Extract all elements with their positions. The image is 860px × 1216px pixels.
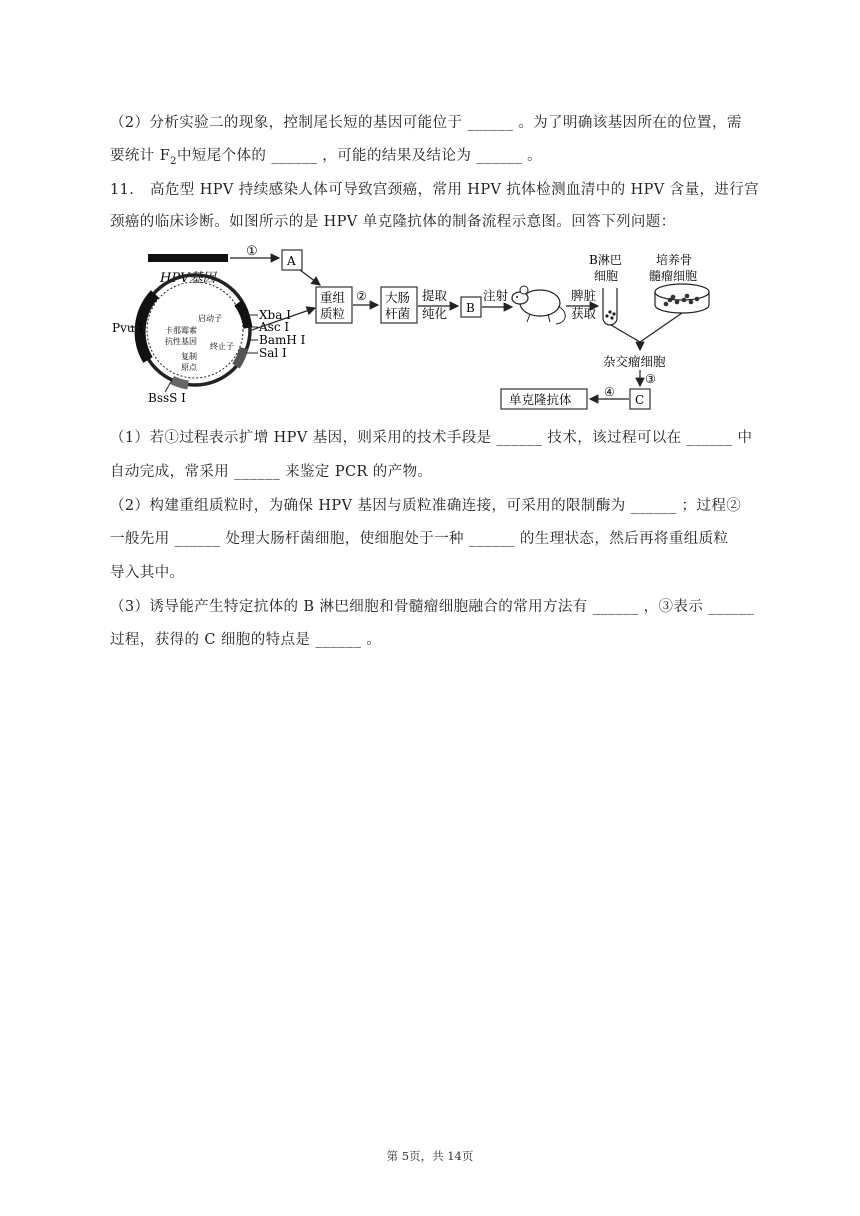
origin-segment [172,380,188,385]
bcell-label-1: B淋巴 [589,253,622,267]
q11-part1-line2: 自动完成，常采用 ______ 来鉴定 PCR 的产物。 [110,464,433,480]
origin-label-2: 原点 [181,363,197,372]
q11-part2-line2: 一般先用 ______ 处理大肠杆菌细胞，使细胞处于一种 ______ 的生理状态，然后再将重组质粒 [110,531,729,547]
q11-part2-line1: （2）构建重组质粒时，为确保 HPV 基因与质粒准确连接，可采用的限制酶为 ______ ；过程② [110,498,742,514]
step1-label: ① [246,244,258,259]
q10-part2-line2-b: 中短尾个体的 ______ ，可能的结果及结论为 ______ 。 [176,148,543,164]
q11-stem-text1: 高危型 HPV 持续感染人体可导致宫颈癌，常用 HPV 抗体检测血清中的 HPV 含量，进行宫 [150,182,760,198]
inject-label: 注射 [483,288,509,303]
q11-part1-line1: （1）若①过程表示扩增 HPV 基因，则采用的技术手段是 ______ 技术，该过程可以在 ______ 中 [110,430,753,446]
ecoli-label-1: 大肠 [385,290,411,305]
extract-label-1: 提取 [422,288,448,303]
hpv-antibody-flow-diagram [108,242,763,414]
spleen-label-2: 获取 [571,306,597,321]
page-footer: 第 5页，共 14页 [386,1149,474,1163]
bamh-label: BamH I [259,333,306,347]
q11-part2-line3: 导入其中。 [110,565,185,581]
q11-part3-line1: （3）诱导能产生特定抗体的 B 淋巴细胞和骨髓瘤细胞融合的常用方法有 ______ ，③表示 ______ [110,599,755,615]
extract-label-2: 纯化 [422,306,448,321]
box-c-label: C [635,393,645,407]
q11-number: 11. [110,182,135,198]
kanamycin-label-1: 卡那霉素 [165,326,197,335]
pvu-label: Pvu I [112,321,144,335]
myeloma-label-2: 髓瘤细胞 [649,269,698,283]
box-a-label: A [287,254,296,268]
myeloma-label-1: 培养骨 [656,253,693,267]
spleen-label-1: 脾脏 [571,288,597,303]
sal-label: Sal I [259,346,287,360]
kanamycin-label-2: 抗性基因 [165,337,197,346]
step2-label: ② [356,289,367,303]
hpv-gene-label: HPV基因 [160,271,216,286]
asc-label: Asc I [259,320,290,334]
mouse-icon [512,286,565,324]
q11-stem-line1 [110,180,760,200]
promoter-label: 启动子 [198,314,222,323]
culture-dish-icon [655,284,709,313]
recombinant-label-2: 质粒 [320,306,346,321]
terminator-label: 终止子 [210,342,234,351]
step4-label: ④ [604,385,615,399]
bss-label: BssS I [148,391,186,405]
q11-stem-line2: 颈癌的临床诊断。如图所示的是 HPV 单克隆抗体的制备流程示意图。回答下列问题： [110,214,676,230]
test-tube-icon [603,288,617,325]
q10-part2-line2 [110,146,750,172]
xba-label: Xba I [259,308,291,322]
hpv-gene-bar [148,254,228,262]
hybridoma-label: 杂交瘤细胞 [603,354,666,369]
mab-label: 单克隆抗体 [509,392,572,407]
ecoli-label-2: 杆菌 [385,306,411,321]
bcell-label-2: 细胞 [594,269,619,283]
origin-label-1: 复制 [181,352,197,361]
box-b-label: B [466,301,475,315]
step3-label: ③ [645,372,656,386]
f2-subscript: 2 [170,155,177,167]
recombinant-label-1: 重组 [320,290,346,305]
q10-part2-line2-a: 要统计 F [110,148,171,164]
terminator-segment [236,348,244,366]
q11-part3-line2: 过程，获得的 C 细胞的特点是 ______ 。 [110,632,382,648]
q10-part2-line1: （2）分析实验二的现象，控制尾长短的基因可能位于 ______ 。为了明确该基因所在的位置，需 [110,115,742,131]
